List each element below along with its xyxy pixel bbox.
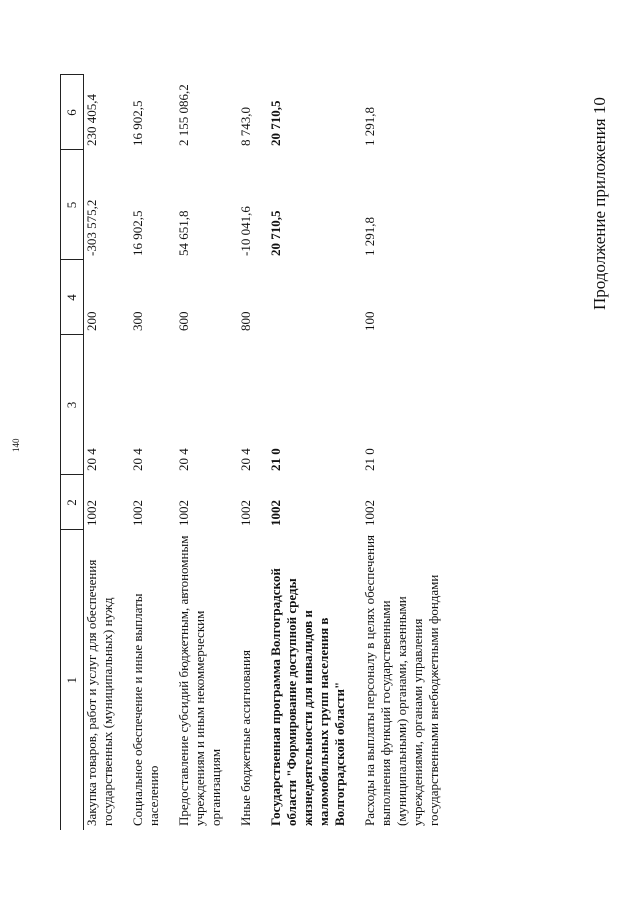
row-amount-change: -303 575,2 — [84, 199, 99, 256]
header-col-1: 1 — [61, 530, 84, 830]
row-target-code: 20 4 — [238, 448, 253, 471]
row-amount-change: -10 041,6 — [238, 206, 253, 256]
table-row — [130, 75, 176, 830]
row-expense-type: 300 — [130, 311, 145, 331]
row-name: Государственная программа Волгоградской области "Формирование доступной среды жизнедеятельности для инвалидов и маломобильных групп населения в Волгоградской области" — [268, 568, 347, 826]
row-section-code: 1002 — [362, 500, 377, 526]
row-name: Иные бюджетные ассигнования — [238, 649, 253, 826]
table-header — [61, 75, 84, 830]
header-col-2: 2 — [61, 475, 84, 530]
table-row — [238, 75, 268, 830]
row-amount-total: 2 155 086,2 — [176, 84, 191, 146]
row-section-code: 1002 — [176, 500, 191, 526]
row-amount-change: 16 902,5 — [130, 210, 145, 256]
row-expense-type: 800 — [238, 311, 253, 331]
table-row-program — [268, 75, 362, 830]
row-name: Закупка товаров, работ и услуг для обеспечения государственных (муниципальных) нужд — [84, 559, 115, 826]
row-section-code: 1002 — [130, 500, 145, 526]
table-row — [84, 75, 131, 830]
header-row — [61, 75, 84, 830]
header-col-6: 6 — [61, 75, 84, 150]
row-section-code: 1002 — [268, 500, 283, 526]
budget-table-container — [60, 75, 560, 830]
row-amount-change: 20 710,5 — [268, 210, 283, 256]
header-col-5: 5 — [61, 150, 84, 260]
row-target-code: 20 4 — [84, 448, 99, 471]
table-row — [176, 75, 238, 830]
row-expense-type: 100 — [362, 311, 377, 331]
row-amount-change: 54 651,8 — [176, 210, 191, 256]
row-target-code: 21 0 — [362, 448, 377, 471]
row-section-code: 1002 — [238, 500, 253, 526]
row-section-code: 1002 — [84, 500, 99, 526]
row-amount-total: 8 743,0 — [238, 107, 253, 146]
row-amount-change: 1 291,8 — [362, 217, 377, 256]
table-body — [84, 75, 449, 830]
row-name: Расходы на выплаты персоналу в целях обеспечения выполнения функций государственными (муниципальными) органами, казенными учреждениями, органами управления государственными внебюджетными фондами — [362, 534, 441, 826]
row-name: Предоставление субсидий бюджетным, автономным учреждениям и иным некоммерческим организациям — [176, 535, 223, 826]
row-amount-total: 20 710,5 — [268, 100, 283, 146]
header-col-3: 3 — [61, 335, 84, 475]
appendix-caption-text: Продолжение приложения 10 — [590, 97, 609, 310]
budget-table — [60, 75, 448, 831]
header-col-4: 4 — [61, 260, 84, 335]
row-target-code: 21 0 — [268, 448, 283, 471]
row-name: Социальное обеспечение и иные выплаты населению — [130, 593, 161, 826]
row-amount-total: 16 902,5 — [130, 100, 145, 146]
table-row — [362, 75, 448, 830]
row-target-code: 20 4 — [130, 448, 145, 471]
row-expense-type — [268, 260, 362, 335]
row-amount-total: 230 405,4 — [84, 94, 99, 146]
row-target-code: 20 4 — [176, 448, 191, 471]
page-number-text: 140 — [11, 438, 21, 452]
row-amount-total: 1 291,8 — [362, 107, 377, 146]
row-expense-type: 600 — [176, 311, 191, 331]
row-expense-type: 200 — [84, 311, 99, 331]
appendix-caption — [590, 40, 620, 320]
